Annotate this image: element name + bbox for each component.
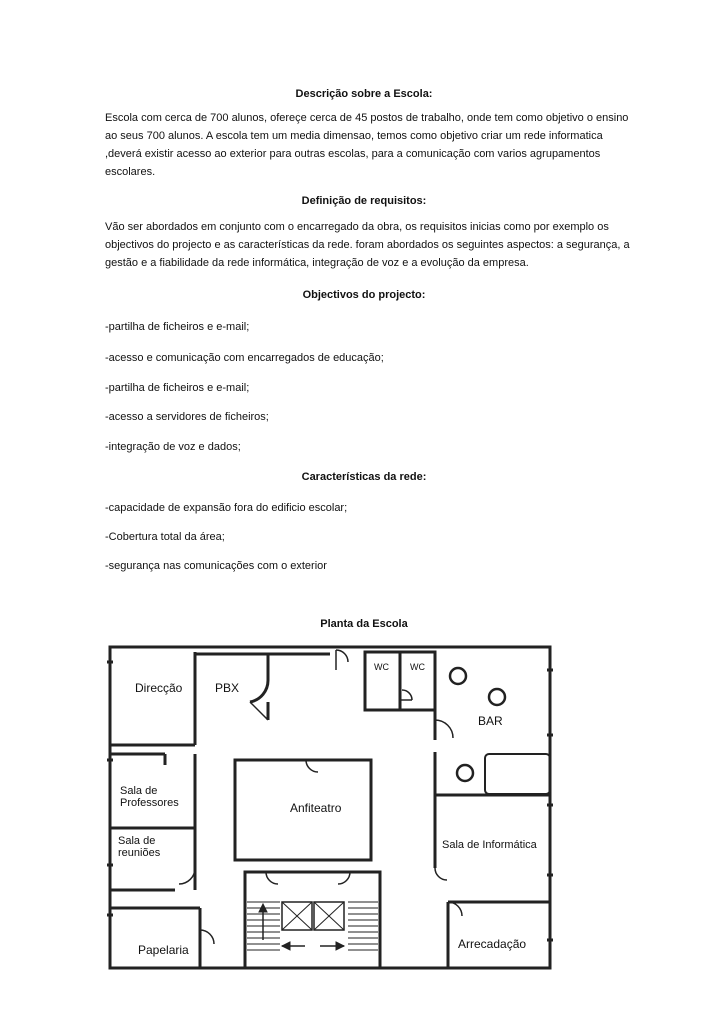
door-arc [306,760,318,772]
room-label-anfiteatro: Anfiteatro [290,801,342,815]
room-label-papelaria: Papelaria [138,943,189,957]
section-title-caracteristicas: Características da rede: [301,471,427,483]
bar-table [457,765,473,781]
room-label-sala-reunioes: reuniões [118,847,161,859]
arrow-head-icon [282,942,290,950]
paragraph-requisitos: Vão ser abordados em conjunto com o encarregado da obra, os requisitos inicias como por exemplo os objectivos do projecto e as características da rede. foram abordados os seguintes aspectos: a segurança, a gestão e a fiabilidade da rede informática, integração de voz e a evolução da empresa. [105,221,630,269]
room-label-arrecadacao: Arrecadação [458,937,527,951]
room-label-sala-informatica: Sala de Informática [442,839,537,851]
stairs-right [348,902,378,950]
room-label-direccao: Direcção [135,681,183,695]
list-item: -segurança nas comunicações com o exterior [105,560,327,572]
arrow-head-icon [336,942,344,950]
bar-table [489,689,505,705]
list-item: -partilha de ficheiros e e-mail; [105,382,250,394]
list-item: -capacidade de expansão fora do edificio escolar; [105,502,348,514]
door-arc [200,930,214,944]
list-item: -integração de voz e dados; [105,441,241,453]
room-label-sala-professores: Professores [120,797,179,809]
door-arc [448,902,462,916]
door-arc [338,872,350,884]
room-label-wc: WC [374,662,389,672]
list-item: -acesso a servidores de ficheiros; [105,411,269,423]
room-label-sala-reunioes: Sala de [118,835,156,847]
door-leaf [250,702,268,720]
room-label-bar: BAR [478,714,503,728]
door-arc [435,868,447,880]
door-arc [336,650,348,662]
bar-counter [485,754,550,794]
room-label-wc: WC [410,662,425,672]
bar-table [450,668,466,684]
door-arc [266,872,278,884]
section-title-objectivos: Objectivos do projecto: [302,289,426,301]
paragraph-descricao: Escola com cerca de 700 alunos, ofereçe cerca de 45 postos de trabalho, onde tem como objetivo o ensino ao seus 700 alunos. A escola tem um media dimensao, temos como objetivo criar um rede informatica ,deverá existir acesso ao exterior para outras escolas, para a comunicação com varios agrupamentos escolares. [105,112,629,178]
list-item: -acesso e comunicação com encarregados de educação; [105,352,384,364]
list-item: -partilha de ficheiros e e-mail; [105,321,250,333]
list-item: -Cobertura total da área; [105,531,225,543]
section-title-descricao: Descrição sobre a Escola: [295,88,433,100]
floor-plan [100,640,560,975]
door-arc [435,720,453,738]
door-arc [402,690,412,700]
section-title-requisitos: Definição de requisitos: [301,195,427,207]
door-arc [179,868,195,884]
room-label-pbx: PBX [215,681,240,695]
door-arc [250,680,268,702]
plan-title: Planta da Escola [320,618,408,630]
room-label-sala-professores: Sala de [120,785,158,797]
